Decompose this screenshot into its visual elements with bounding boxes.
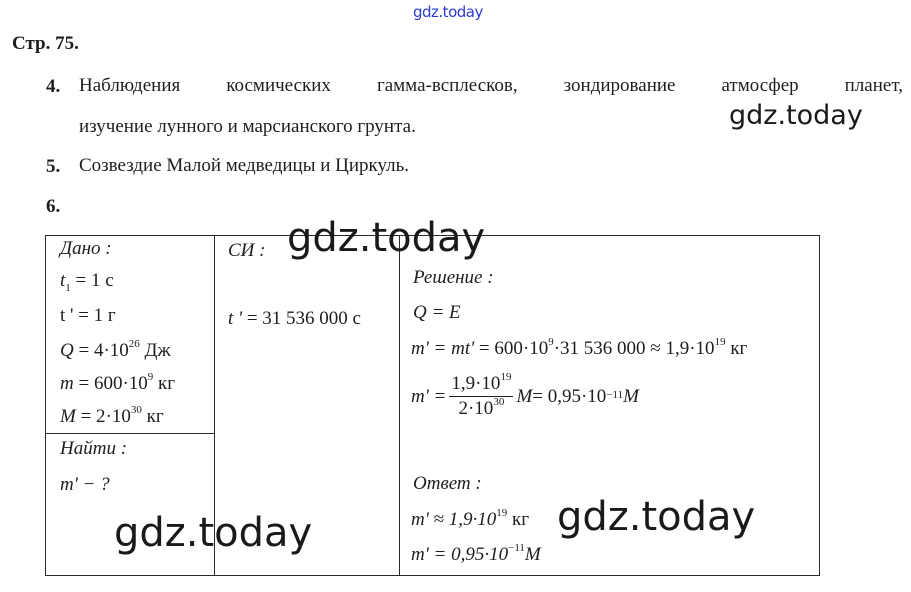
solution-eq3-lhs: m' = [411,385,447,407]
given-t1-rhs: = 1 с [70,270,114,291]
si-label: СИ : [228,240,266,261]
solution-label: Решение : [413,267,494,288]
solution-eq1: Q = E [413,302,461,323]
solution-eq3-num-base: 1,9·10 [451,373,501,394]
table-divider-given-find [45,433,215,434]
given-q [60,337,171,362]
item-4-word: Наблюдения [79,75,181,96]
solution-eq2-lhs: m' = mt' [411,338,475,359]
solution-eq2-mid: = 600·10 [474,338,549,359]
item-4-word: гамма-всплесков, [376,75,518,96]
solution-eq3-den-exp: 30 [493,395,505,408]
answer-1-lhs: m' ≈ 1,9·10 [411,509,497,530]
si-value-rhs: = 31 536 000 с [242,308,361,329]
given-q-exp: 26 [128,337,140,350]
item-4-word: атмосфер [721,75,799,96]
answer-2-end: M [524,544,541,565]
given-m-sym: m [60,373,74,394]
given-q-sym: Q [60,340,74,361]
solution-eq3-num-exp: 19 [500,370,512,383]
given-t1-sub: 1 [65,281,71,294]
watermark-1: gdz.today [729,100,863,131]
item-5-text: Созвездие Малой медведицы и Циркуль. [79,155,410,176]
answer-1-exp: 19 [496,506,508,519]
solution-eq3-after1: M [516,385,533,407]
answer-2-lhs: m' = 0,95·10 [411,544,509,565]
find-label: Найти : [60,438,128,459]
answer-1 [411,506,529,531]
table-border-bottom [45,575,820,576]
item-6-number: 6. [46,196,61,217]
item-4-word: космических [226,75,331,96]
solution-eq2 [411,335,748,360]
solution-eq3-denominator [456,397,506,420]
given-q-base: = 4·10 [73,340,129,361]
solution-eq3: m' = $\frac{1,9\cdot 10^{19}}{2\cdot 10^{30}}$ M = 0,95·10 $^{-11}$ M [411,370,639,419]
watermark-4: gdz.today [557,494,756,540]
watermark-2: gdz.today [287,215,486,261]
item-4-line-2: изучение лунного и марсианского грунта. [79,116,416,137]
solution-eq2-exp1: 9 [548,335,554,348]
given-m [60,370,176,395]
table-border-right [819,235,820,576]
si-value [228,308,361,330]
answer-1-unit: кг [507,509,529,530]
item-4-number: 4. [46,76,61,97]
item-4-word: планет, [844,75,903,96]
given-M-exp: 30 [130,403,142,416]
solution-eq3-den-base: 2·10 [458,398,494,419]
solution-eq2-unit: кг [725,338,748,359]
table-border-left [45,235,46,576]
watermark-top: gdz.today [413,3,483,21]
answer-2 [411,541,541,566]
answer-label: Ответ : [413,473,482,494]
item-4-word: зондирование [563,75,676,96]
solution-eq3-after3: M [623,385,639,407]
given-m-exp: 9 [147,370,154,383]
given-t1-sym: t [60,270,66,291]
solution-eq3-numerator [449,370,513,397]
item-5-number: 5. [46,156,61,177]
given-M-sym: M [60,406,76,427]
item-4-line-1 [79,75,903,97]
solution-eq2-mid2: ·31 536 000 ≈ 1,9·10 [553,338,715,359]
given-tp: t ' = 1 г [60,305,116,326]
given-m-base: = 600·10 [73,373,148,394]
answer-2-exp: −11 [508,541,525,554]
watermark-3: gdz.today [114,510,313,556]
given-label: Дано : [60,238,112,259]
given-t1 [60,270,114,292]
given-q-unit: Дж [139,340,171,361]
si-value-sym: t ' [228,308,243,329]
solution-eq2-exp2: 19 [714,335,726,348]
given-M-unit: кг [141,406,164,427]
solution-eq3-fraction [449,370,513,420]
table-divider-2 [399,235,400,576]
given-M [60,403,164,428]
solution-eq3-after2: = 0,95·10 [532,385,607,407]
given-M-base: = 2·10 [75,406,131,427]
given-m-unit: кг [153,373,176,394]
find-value: m' − ? [60,474,110,495]
page-heading: Стр. 75. [12,33,79,54]
